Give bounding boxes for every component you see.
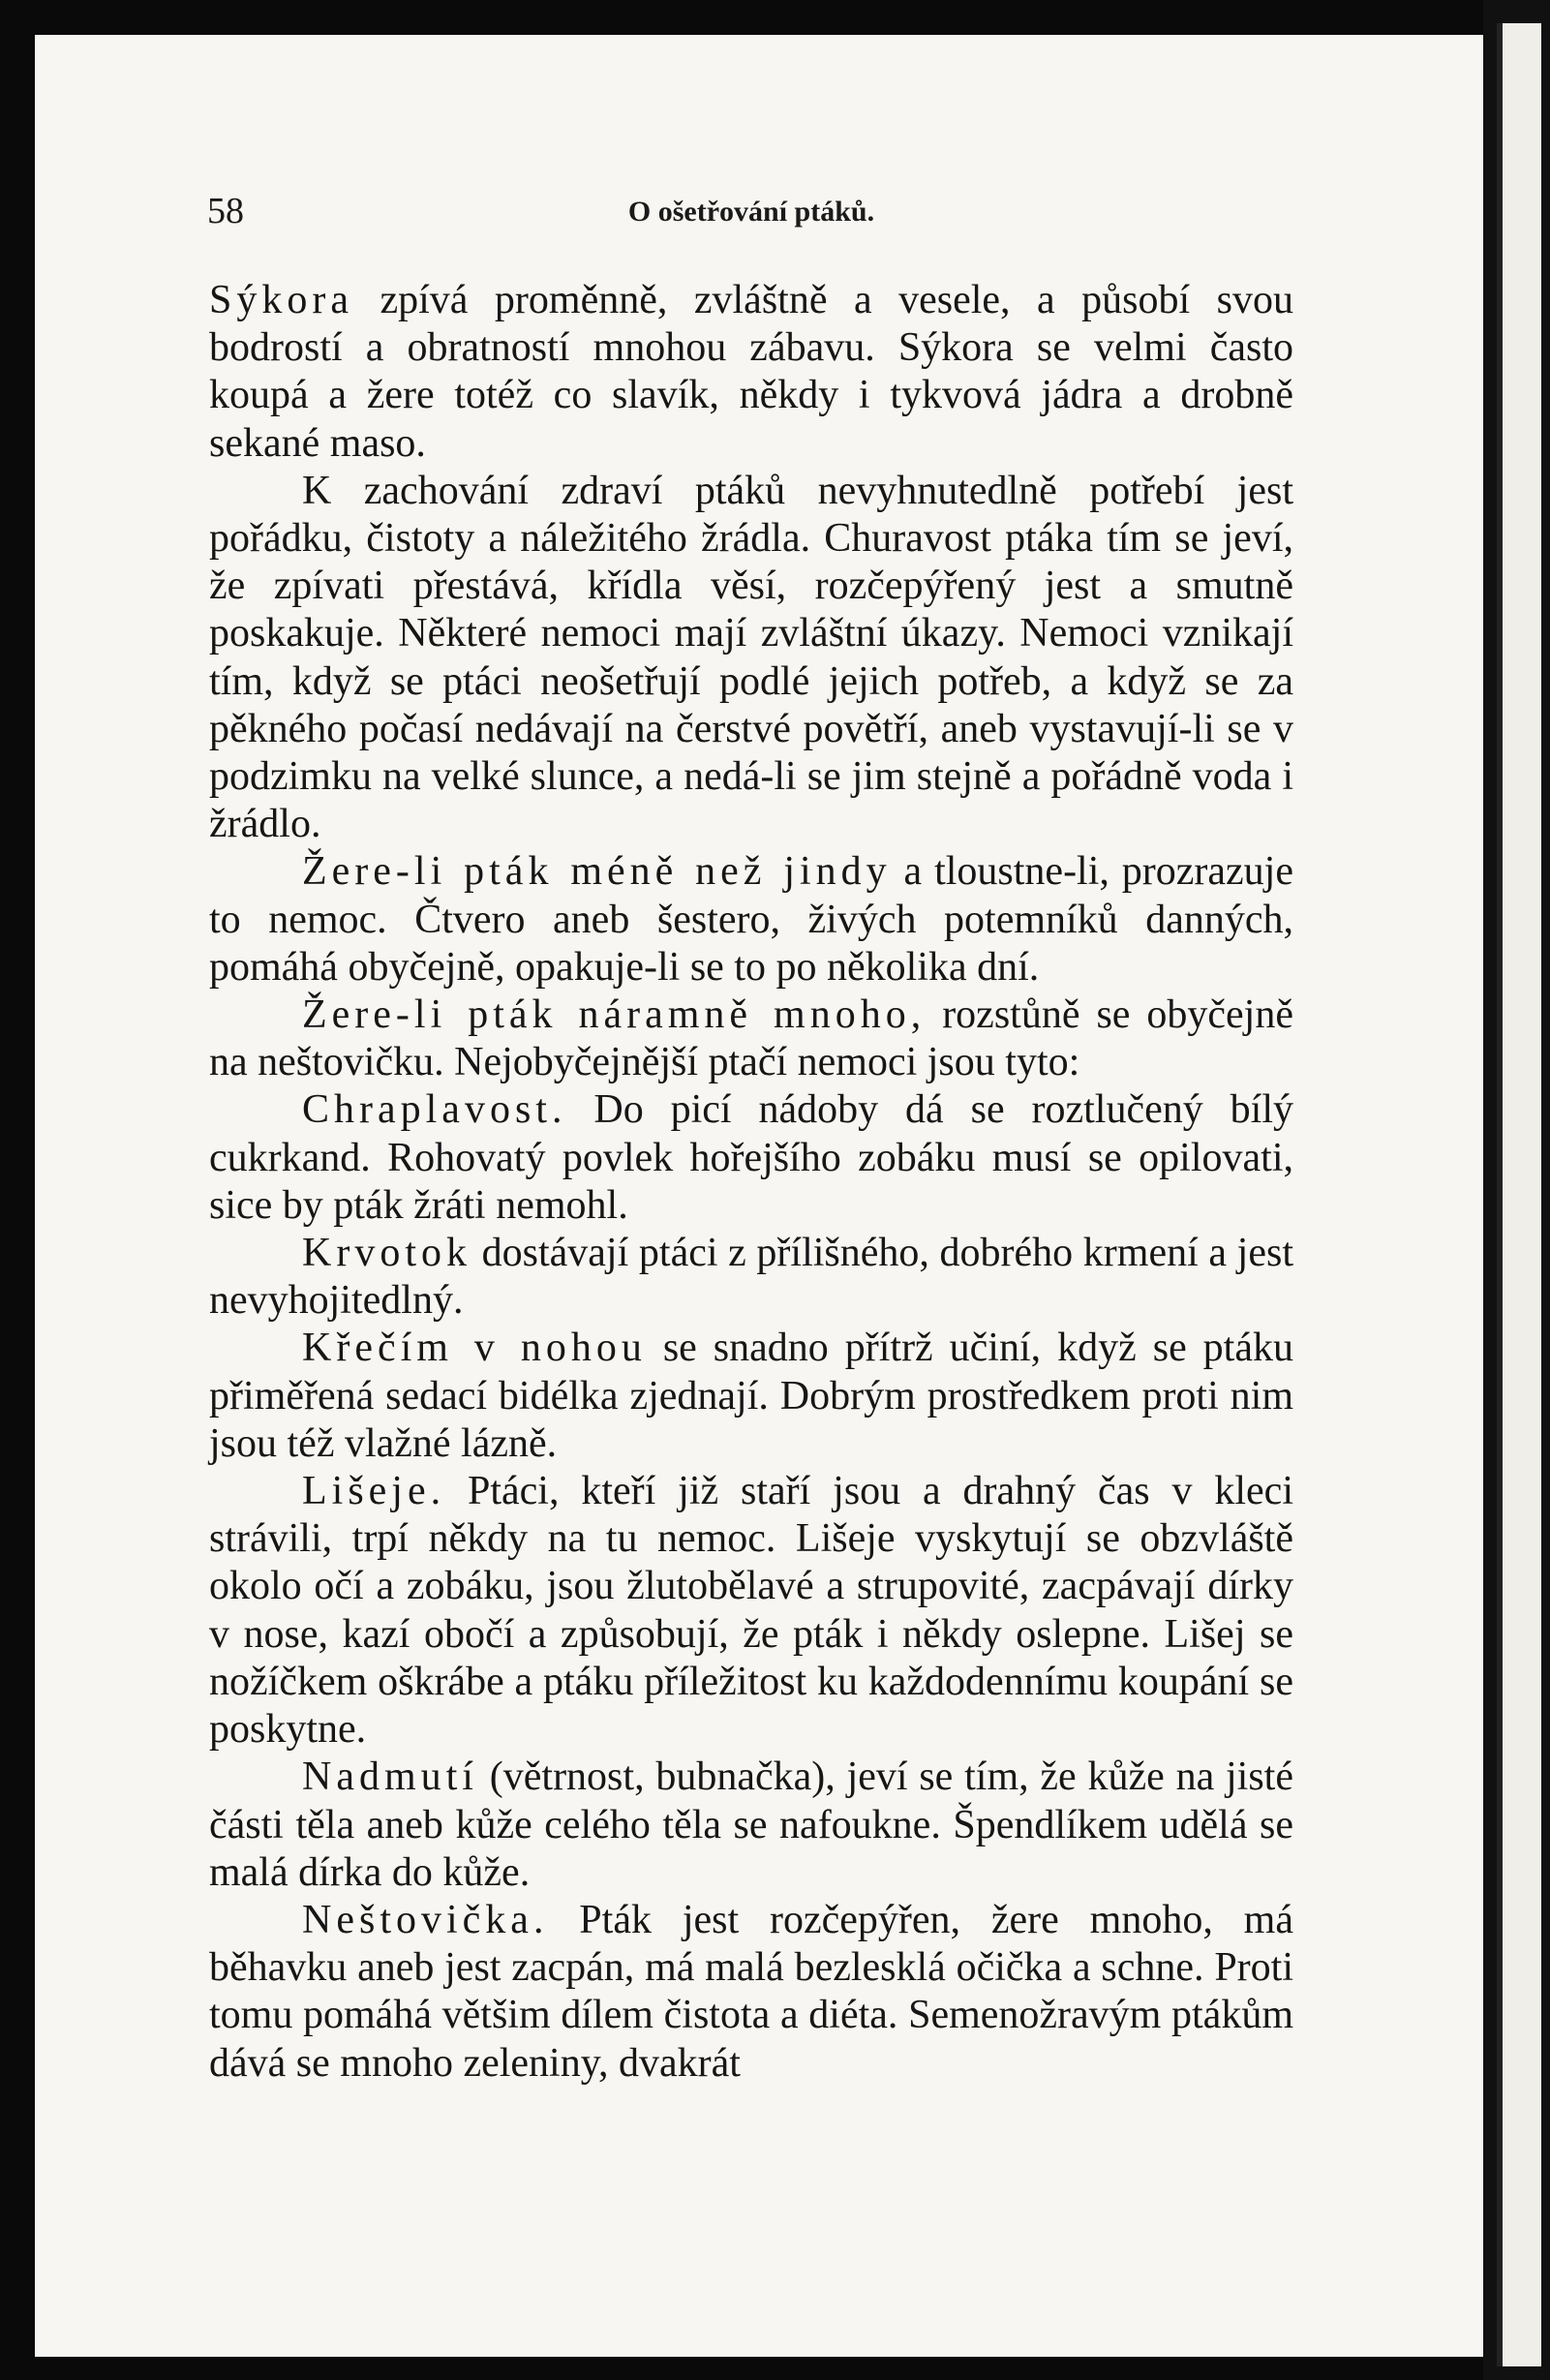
paragraph-zere-mnoho bbox=[209, 992, 1293, 1086]
paragraph-krecim bbox=[209, 1325, 1293, 1468]
page-header bbox=[207, 190, 1295, 248]
paragraph-sykora bbox=[209, 277, 1293, 468]
running-head: O ošetřování ptáků. bbox=[627, 196, 875, 228]
next-page-edge-line bbox=[1497, 23, 1503, 2366]
paragraph-text: (větrnost, bubnačka), jeví se tím, že kůže na jisté části těla aneb kůže celého těla se nafoukne. Špendlíkem udělá se malá dírka do kůže. bbox=[209, 1754, 1293, 1895]
paragraph-text: se snadno přítrž učiní, když se ptáku přiměřená sedací bidélka zjednají. Dobrým prostředkem proti nim jsou též vlažné lázně. bbox=[209, 1326, 1293, 1466]
paragraph-liseje bbox=[209, 1468, 1293, 1754]
page-number: 58 bbox=[207, 191, 244, 231]
spaced-lead: Chraplavost. bbox=[302, 1087, 567, 1133]
paragraph-text: zpívá proměnně, zvláštně a vesele, a působí svou bodrostí a obratností mnohou zábavu. Sýkora se velmi často koupá a žere totéž co slavík, někdy i tykvová jádra a drobně sekané maso. bbox=[209, 278, 1293, 466]
paragraph-text: dostávají ptáci z přílišného, dobrého krmení a jest nevyhojitedlný. bbox=[209, 1231, 1293, 1324]
spaced-lead: Lišeje. bbox=[302, 1469, 446, 1514]
paragraph-nadmuti bbox=[209, 1754, 1293, 1897]
paragraph-text: rozstůně se obyčejně na neštovičku. Nejobyčejnější ptačí nemoci jsou tyto: bbox=[209, 992, 1293, 1085]
paragraph-krvotok bbox=[209, 1230, 1293, 1325]
paragraph-chraplavost bbox=[209, 1086, 1293, 1230]
spaced-lead: Neštovička. bbox=[302, 1897, 549, 1942]
spaced-lead: Křečím v nohou bbox=[302, 1326, 647, 1371]
paragraph-zachovani bbox=[209, 468, 1293, 849]
spaced-lead: Sýkora bbox=[209, 278, 353, 322]
spaced-lead: Krvotok bbox=[302, 1231, 471, 1276]
spaced-lead: Žere-li pták méně než jindy bbox=[302, 849, 892, 895]
paragraph-nestovicka bbox=[209, 1897, 1293, 2088]
paragraph-text: Ptáci, kteří již staří jsou a drahný čas v kleci strávili, trpí někdy na tu nemoc. Lišeje vyskytují se obzvláště okolo očí a zobáku, jsou žlutobělavé a strupovité, zacpávají dírky v nose, kazí obočí a způsobují, že pták i někdy oslepne. Lišej se nožíčkem oškrábe a ptáku příležitost ku každodennímu koupání se poskytne. bbox=[209, 1469, 1293, 1753]
paragraph-text: Pták jest rozčepýřen, žere mnoho, má běhavku aneb jest zacpán, má malá bezlesklá očička a schne. Proti tomu pomáhá většim dílem čistota a diéta. Semenožravým ptákům dává se mnoho zeleniny, dvakrát bbox=[209, 1897, 1293, 2086]
paragraph-zere-mene bbox=[209, 848, 1293, 992]
paragraph-text: Do picí nádoby dá se roztlučený bílý cukrkand. Rohovatý povlek hořejšího zobáku musí se opilovati, sice by pták žráti nemohl. bbox=[209, 1087, 1293, 1228]
next-page-edge bbox=[1497, 23, 1541, 2366]
paragraph-text: a tloustne-li, prozrazuje to nemoc. Čtvero aneb šestero, živých potemníků danných, pomáhá obyčejně, opakuje-li se to po několika dní. bbox=[209, 849, 1293, 990]
spaced-lead: Žere-li pták náramně mnoho, bbox=[302, 992, 927, 1038]
spaced-lead: Nadmutí bbox=[302, 1754, 478, 1800]
body-text bbox=[209, 277, 1293, 2088]
paragraph-text: K zachování zdraví ptáků nevyhnutedlně potřebí jest pořádku, čistoty a náležitého žrádla. Churavost ptáka tím se jeví, že zpívati přestává, křídla věsí, rozčepýřený jest a smutně poskakuje. Některé nemoci mají zvláštní úkazy. Nemoci vznikají tím, když se ptáci neošetřují podlé jejich potřeb, a když se za pěkného počasí nedávají na čerstvé povětří, aneb vystavují-li se v podzimku na velké slunce, a nedá-li se jim stejně a pořádně voda i žrádlo. bbox=[209, 468, 1293, 847]
